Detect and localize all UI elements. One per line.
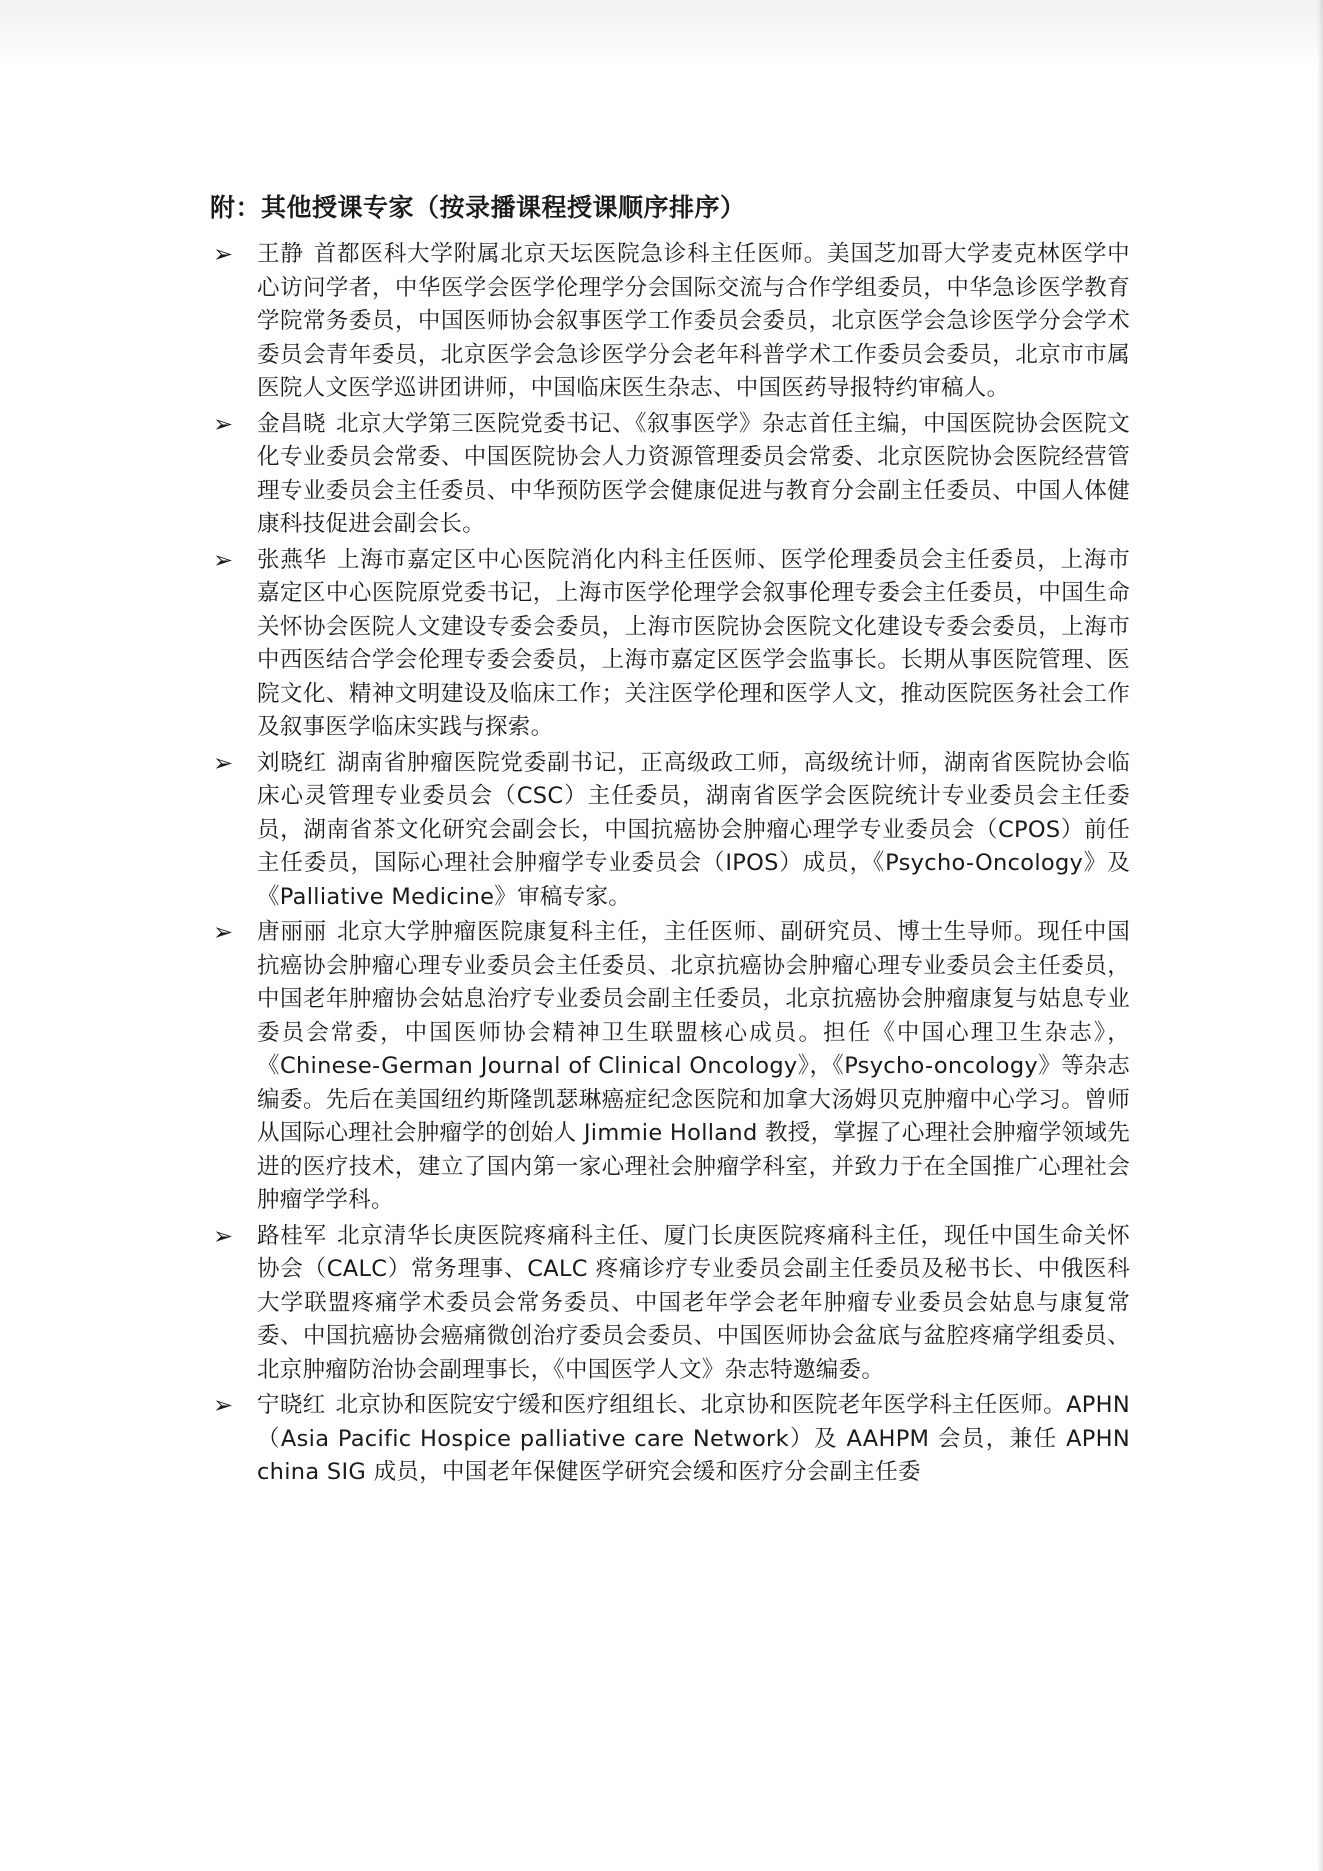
- section-heading: 附：其他授课专家（按录播课程授课顺序排序）: [210, 193, 746, 222]
- expert-description: 北京清华长庚医院疼痛科主任、厦门长庚医院疼痛科主任，现任中国生命关怀协会（CALC）常务理事、CALC 疼痛诊疗专业委员会副主任委员及秘书长、中俄医科大学联盟疼痛学术委员会常务委员、中国老年学会老年肿瘤专业委员会姑息与康复常委、中国抗癌协会癌痛微创治疗委员会委员、中国医师协会盆底与盆腔疼痛学组委员、北京肿瘤防治协会副理事长，《中国医学人文》杂志特邀编委。: [257, 1222, 1131, 1383]
- expert-entry: [205, 544, 1130, 745]
- expert-description: 北京协和医院安宁缓和医疗组组长、北京协和医院老年医学科主任医师。APHN（Asia Pacific Hospice palliative care Network）及 AAHPM 会员，兼任 APHN china SIG 成员，中国老年保健医学研究会缓和医疗分会副主任委: [257, 1392, 1130, 1485]
- expert-entry: [205, 1220, 1130, 1388]
- expert-entry: [205, 747, 1130, 915]
- expert-entry: [205, 238, 1130, 406]
- expert-bio: [257, 1220, 1130, 1388]
- expert-bio: [257, 747, 1130, 915]
- expert-bio: [257, 238, 1130, 406]
- expert-bio: [257, 544, 1130, 745]
- expert-name: 刘晓红: [257, 749, 328, 776]
- expert-description: 湖南省肿瘤医院党委副书记，正高级政工师，高级统计师，湖南省医院协会临床心灵管理专业委员会（CSC）主任委员，湖南省医学会医院统计专业委员会主任委员，湖南省茶文化研究会副会长，中国抗癌协会肿瘤心理学专业委员会（CPOS）前任主任委员，国际心理社会肿瘤学专业委员会（IPOS）成员，《Psycho-Oncology》及《Palliative Medicine》审稿专家。: [257, 749, 1131, 910]
- expert-name: 王静: [257, 241, 304, 267]
- arrow-bullet-icon: ➢: [213, 1391, 234, 1419]
- expert-name: 唐丽丽: [257, 919, 328, 945]
- expert-name: 路桂军: [257, 1222, 328, 1249]
- arrow-bullet-icon: ➢: [213, 1221, 234, 1250]
- expert-description: 上海市嘉定区中心医院消化内科主任医师、医学伦理委员会主任委员，上海市嘉定区中心医院原党委书记，上海市医学伦理学会叙事伦理专委会主任委员，中国生命关怀协会医院人文建设专委会委员，上海市医院协会医院文化建设专委会委员，上海市中西医结合学会伦理专委会委员，上海市嘉定区医学会监事长。长期从事医院管理、医院文化、精神文明建设及临床工作；关注医学伦理和医学人文，推动医院医务社会工作及叙事医学临床实践与探索。: [257, 546, 1131, 740]
- expert-description: 首都医科大学附属北京天坛医院急诊科主任医师。美国芝加哥大学麦克林医学中心访问学者，中华医学会医学伦理学分会国际交流与合作学组委员，中华急诊医学教育学院常务委员，中国医师协会叙事医学工作委员会委员，北京医学会急诊医学分会学术委员会青年委员，北京医学会急诊医学分会老年科普学术工作委员会委员，北京市市属医院人文医学巡讲团讲师，中国临床医生杂志、中国医药导报特约审稿人。: [257, 241, 1130, 401]
- expert-bio: [257, 1389, 1130, 1490]
- expert-description: 北京大学肿瘤医院康复科主任，主任医师、副研究员、博士生导师。现任中国抗癌协会肿瘤心理专业委员会主任委员、北京抗癌协会肿瘤心理专业委员会主任委员，中国老年肿瘤协会姑息治疗专业委员会副主任委员，北京抗癌协会肿瘤康复与姑息专业委员会常委，中国医师协会精神卫生联盟核心成员。担任《中国心理卫生杂志》，《Chinese-German Journal of Clinical Oncology》，《Psycho-oncology》等杂志编委。先后在美国纽约斯隆凯瑟琳癌症纪念医院和加拿大汤姆贝克肿瘤中心学习。曾师从国际心理社会肿瘤学的创始人 Jimmie Holland 教授，掌握了心理社会肿瘤学领域先进的医疗技术，建立了国内第一家心理社会肿瘤学科室，并致力于在全国推广心理社会肿瘤学学科。: [257, 919, 1131, 1213]
- arrow-bullet-icon: ➢: [213, 748, 234, 777]
- arrow-bullet-icon: ➢: [213, 918, 234, 946]
- arrow-bullet-icon: ➢: [213, 409, 234, 438]
- expert-entry: [205, 916, 1130, 1218]
- expert-bio: [257, 408, 1130, 542]
- expert-bio: [257, 916, 1130, 1218]
- arrow-bullet-icon: ➢: [213, 545, 234, 574]
- expert-entry: [205, 1389, 1130, 1490]
- expert-description: 北京大学第三医院党委书记、《叙事医学》杂志首任主编，中国医院协会医院文化专业委员会常委、中国医院协会人力资源管理委员会常委、北京医院协会医院经营管理专业委员会主任委员、中华预防医学会健康促进与教育分会副主任委员、中国人体健康科技促进会副会长。: [257, 410, 1130, 537]
- expert-name: 张燕华: [257, 546, 328, 573]
- expert-name: 金昌晓: [257, 410, 327, 437]
- expert-name: 宁晓红: [257, 1392, 326, 1418]
- expert-entry: [205, 408, 1130, 542]
- arrow-bullet-icon: ➢: [213, 240, 234, 268]
- expert-list: [205, 238, 1130, 1492]
